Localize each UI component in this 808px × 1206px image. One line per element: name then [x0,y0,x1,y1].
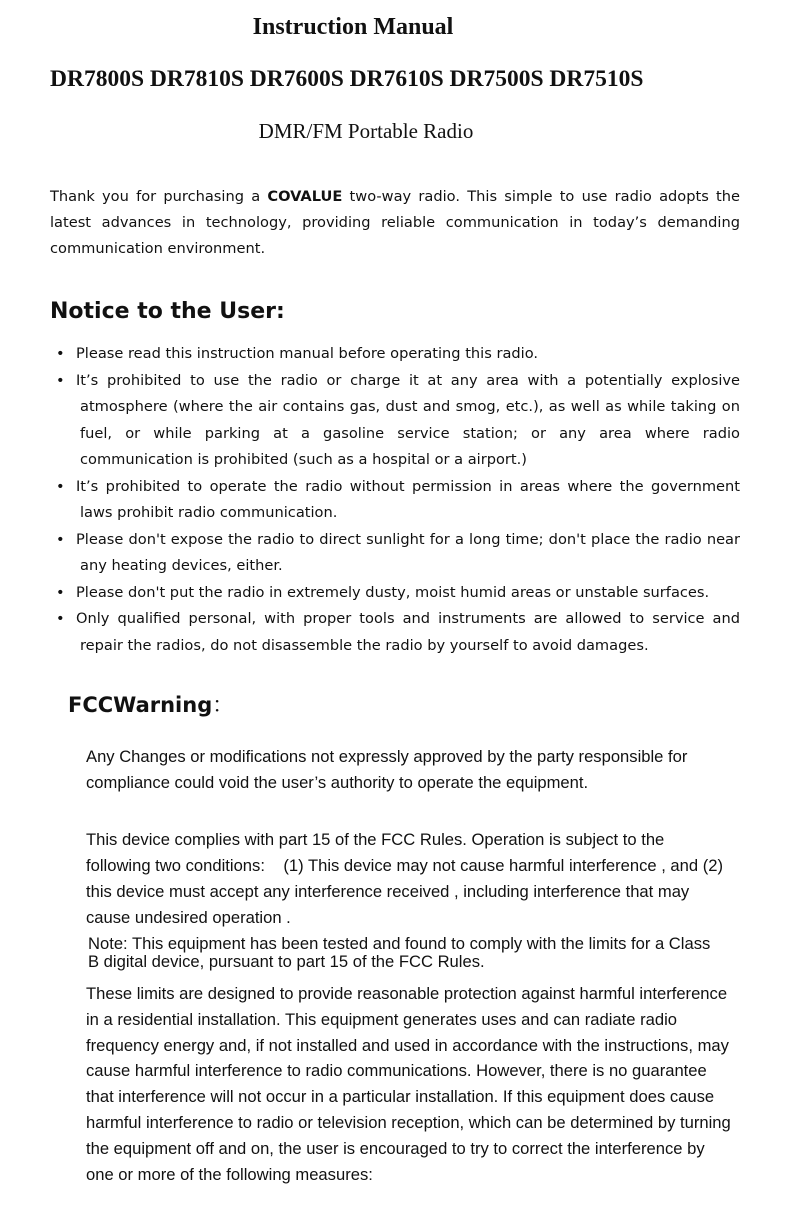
text-line: B digital device, pursuant to part 15 of the FCC Rules. [88,952,485,971]
document-subtitle: DMR/FM Portable Radio [258,119,474,143]
bullet-icon: • [56,345,65,362]
text-line: the equipment off and on, the user is encouraged to try to correct the interference by [86,1138,705,1158]
fcc-limits-paragraph [86,981,766,1187]
bullet-icon: • [56,477,65,495]
brand-name: COVALUE [267,188,343,205]
bullet-icon: • [56,583,65,601]
text-line: Note: This equipment has been tested and found to comply with the limits for a Class [88,934,711,953]
bullet-icon: • [56,610,65,627]
text-line: This device complies with part 15 of the FCC Rules. Operation is subject to the [86,830,665,849]
list-item [50,606,740,659]
intro-text-end: two-way radio. This simple to use radio adopts the latest advances in technology, providing reliable communication in today’s demanding communication environment. [50,188,740,257]
list-item [50,474,740,527]
text-line: compliance could void the user’s authority to operate the equipment. [86,772,589,792]
text-line: this device must accept any interference received , including interference that may [86,882,690,901]
intro-text-start: Thank you for purchasing a [50,188,268,205]
text-line: harmful interference to radio or television reception, which can be determined by turning [86,1112,731,1132]
list-item [50,580,740,607]
fcc-warning-heading [68,689,233,719]
notice-item-text: It’s prohibited to operate the radio without permission in areas where the government laws prohibit radio communication. [76,477,740,521]
list-item [50,341,740,368]
text-line: cause undesired operation . [86,908,291,927]
intro-paragraph [50,184,740,262]
notice-item-text: Please don't put the radio in extremely dusty, moist humid areas or unstable surfaces. [76,583,710,601]
text-line: These limits are designed to provide reasonable protection against harmful interference [86,984,728,1003]
text-line: following two conditions: (1) This device may not cause harmful interference , and (2) [86,856,724,875]
text-line: in a residential installation. This equipment generates uses and can radiate radio [86,1009,677,1029]
fcc-note-paragraph [88,935,768,971]
text-line: Any Changes or modifications not expressly approved by the party responsible for [86,747,688,766]
bullet-icon: • [56,371,65,389]
notice-item-text: Please don't expose the radio to direct sunlight for a long time; don't place the radio near any heating devices, either. [76,530,740,574]
fcc-changes-paragraph [86,744,746,795]
document-title: Instruction Manual [252,14,454,40]
list-item [50,368,740,474]
text-line: that interference will not occur in a particular installation. If this equipment does cause [86,1087,715,1107]
notice-heading: Notice to the User: [50,299,285,324]
fcc-heading-colon: ： [212,693,234,717]
list-item [50,527,740,580]
notice-item-text: Only qualified personal, with proper tools and instruments are allowed to service and repair the radios, do not disassemble the radio by yourself to avoid damages. [76,610,740,654]
model-numbers: DR7800S DR7810S DR7600S DR7610S DR7500S DR7510S [50,66,644,92]
text-line: one or more of the following measures: [86,1164,373,1184]
fcc-compliance-paragraph [86,827,766,931]
text-line: cause harmful interference to radio communications. However, there is no guarantee [86,1061,707,1081]
notice-list [50,341,740,659]
text-line: frequency energy and, if not installed and used in accordance with the instructions, may [86,1035,729,1055]
notice-item-text: It’s prohibited to use the radio or charge it at any area with a potentially explosive atmosphere (where the air contains gas, dust and smog, etc.), as well as while taking on fuel, or while parking at a gasoline service station; or any area where radio communication is prohibited (such as a hospital or a airport.) [76,371,740,468]
bullet-icon: • [56,530,65,548]
notice-item-text: Please read this instruction manual before operating this radio. [76,345,539,362]
fcc-heading-text: FCCWarning [68,693,213,717]
